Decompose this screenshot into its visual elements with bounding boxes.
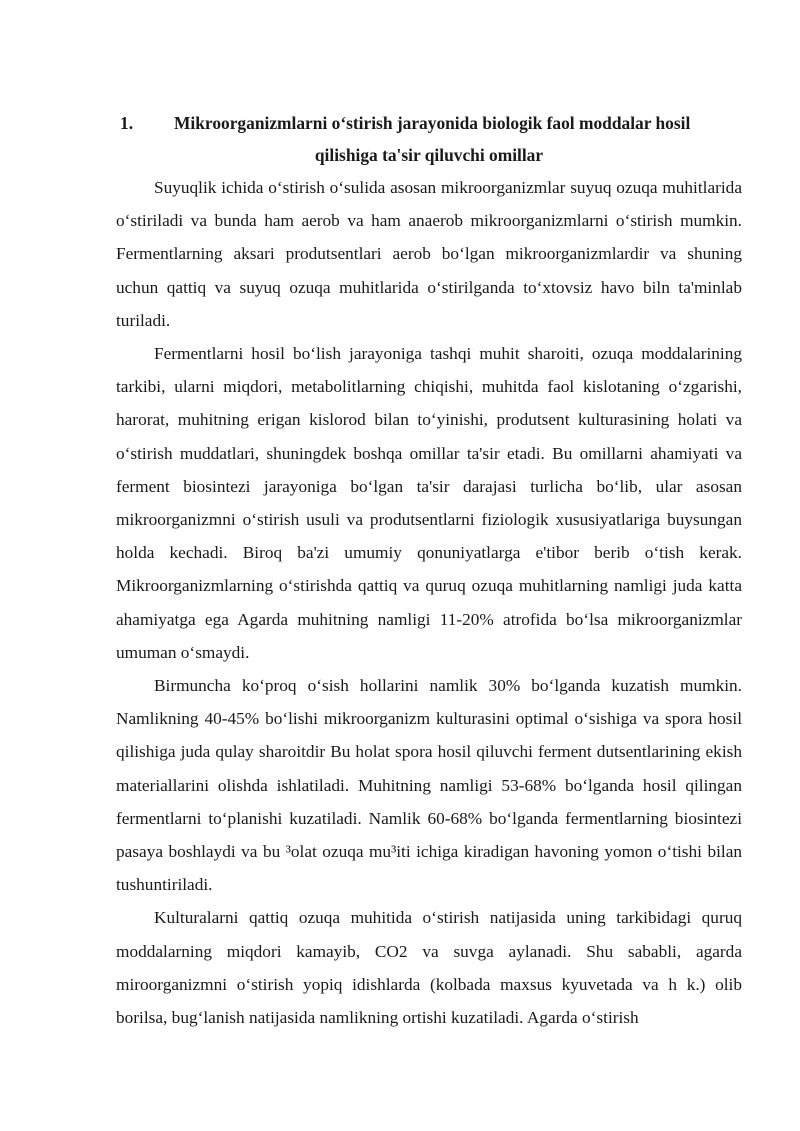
body-text [116, 171, 742, 1034]
paragraph: Fermentlarni hosil bo‘lish jarayoniga tashqi muhit sharoiti, ozuqa moddalarining tarkibi, ularni miqdori, metabolitlarning chiqishi, muhitda faol kislotaning o‘zgarishi, harorat, muhitning erigan kislorod bilan to‘yinishi, produtsent kulturasining holati va o‘stirish muddatlari, shuningdek boshqa omillar ta'sir etadi. Bu omillarni ahamiyati va ferment biosintezi jarayoniga bo‘lgan ta'sir darajasi turlicha bo‘lib, ular asosan mikroorganizmni o‘stirish usuli va produtsentlarni fiziologik xususiyatlariga buysungan holda kechadi. Biroq ba'zi umumiy qonuniyatlarga e'tibor berib o‘tish kerak. Mikroorganizmlarning o‘stirishda qattiq va quruq ozuqa muhitlarning namligi juda katta ahamiyatga ega Agarda muhitning namligi 11-20% atrofida bo‘lsa mikroorganizmlar umuman o‘smaydi. [116, 344, 742, 662]
paragraph: Kulturalarni qattiq ozuqa muhitida o‘stirish natijasida uning tarkibidagi quruq moddalarning miqdori kamayib, CO2 va suvga aylanadi. Shu sababli, agarda miroorganizmni o‘stirish yopiq idishlarda (kolbada maxsus kyuvetada va h k.) olib borilsa, bug‘lanish natijasida namlikning ortishi kuzatiladi. Agarda o‘stirish [116, 908, 742, 1028]
section-title-line-2: qilishiga ta'sir qiluvchi omillar [314, 145, 544, 165]
paragraph: Birmuncha ko‘proq o‘sish hollarini namlik 30% bo‘lganda kuzatish mumkin. Namlikning 40-45% bo‘lishi mikroorganizm kulturasini optimal o‘sishiga va spora hosil qilishiga juda qulay sharoitdir Bu holat spora hosil qiluvchi ferment dutsentlarining ekish materiallarini olishda ishlatiladi. Muhitning namligi 53-68% bo‘lganda hosil qilingan fermentlarni to‘planishi kuzatiladi. Namlik 60-68% bo‘lganda fermentlarning biosintezi pasaya boshlaydi va bu ³olat ozuqa mu³iti ichiga kiradigan havoning yomon o‘tishi bilan tushuntiriladi. [116, 676, 742, 895]
section-number: 1. [120, 113, 134, 133]
paragraph: Suyuqlik ichida o‘stirish o‘sulida asosan mikroorganizmlar suyuq ozuqa muhitlarida o‘stiriladi va bunda ham aerob va ham anaerob mikroorganizmlarni o‘stirish mumkin. Fermentlarning aksari produtsentlari aerob bo‘lgan mikroorganizmlardir va shuning uchun qattiq va suyuq ozuqa muhitlarida o‘stirilganda to‘xtovsiz havo biln ta'minlab turiladi. [116, 178, 742, 330]
section-title-line-1: Mikroorganizmlarni o‘stirish jarayonida biologik faol moddalar hosil [174, 113, 691, 133]
